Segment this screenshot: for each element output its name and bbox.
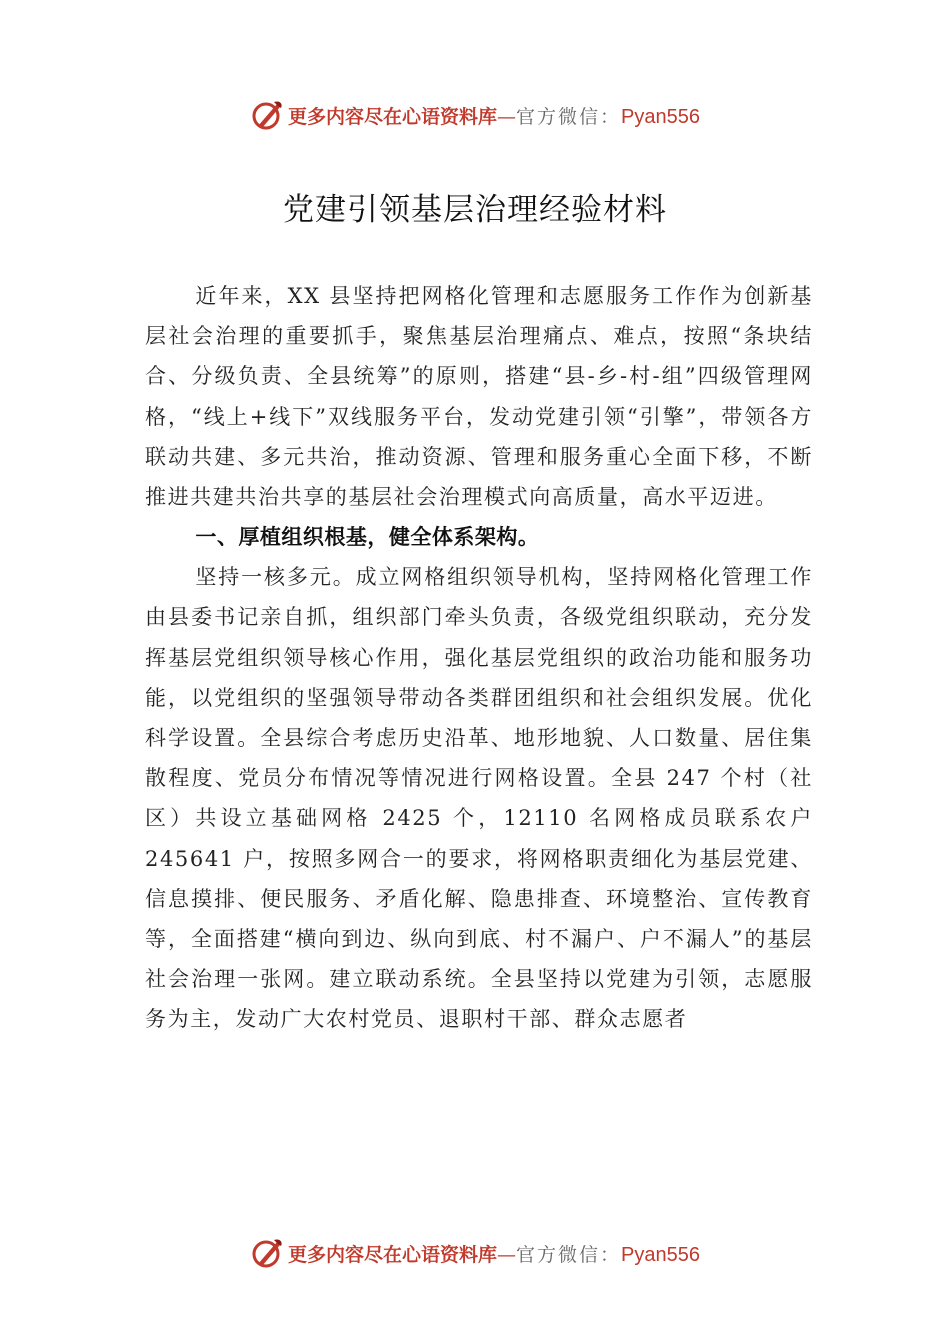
banner-wechat-id: Pyan556 bbox=[621, 1243, 700, 1266]
banner-text bbox=[288, 102, 700, 129]
banner-dash: — bbox=[497, 1243, 517, 1266]
intro-paragraph: 近年来，XX 县坚持把网格化管理和志愿服务工作作为创新基层社会治理的重要抓手，聚焦基层治理痛点、难点，按照“条块结合、分级负责、全县统筹”的原则，搭建“县-乡-村-组”四级管理网格，“线上+线下”双线服务平台，发动党建引领“引擎”，带领各方联动共建、多元共治，推动资源、管理和服务重心全面下移，不断推进共建共治共享的基层社会治理模式向高质量，高水平迈进。 bbox=[145, 284, 813, 510]
banner-wechat-label: 官方微信： bbox=[516, 105, 622, 128]
document-title: 党建引领基层治理经验材料 bbox=[283, 192, 667, 228]
banner-text bbox=[288, 1240, 700, 1267]
header-banner bbox=[0, 95, 950, 135]
quill-logo-icon bbox=[250, 98, 284, 132]
quill-logo-icon bbox=[250, 1236, 284, 1270]
banner-wechat-id: Pyan556 bbox=[621, 105, 700, 128]
banner-main-text: 更多内容尽在心语资料库 bbox=[288, 1243, 498, 1266]
section-paragraph-1: 坚持一核多元。成立网格组织领导机构，坚持网格化管理工作由县委书记亲自抓，组织部门牵头负责，各级党组织联动，充分发挥基层党组织领导核心作用，强化基层党组织的政治功能和服务功能，以党组织的坚强领导带动各类群团组织和社会组织发展。优化科学设置。全县综合考虑历史沿革、地形地貌、人口数量、居住集散程度、党员分布情况等情况进行网格设置。全县 247 个村（社区）共设立基础网格 2425 个，12110 名网格成员联系农户 245641 户，按照多网合一的要求，将网格职责细化为基层党建、信息摸排、便民服务、矛盾化解、隐患排查、环境整治、宣传教育等，全面搭建“横向到边、纵向到底、村不漏户、户不漏人”的基层社会治理一张网。建立联动系统。全县坚持以党建为引领，志愿服务为主，发动广大农村党员、退职村干部、群众志愿者 bbox=[145, 565, 813, 1032]
banner-wechat-label: 官方微信： bbox=[516, 1243, 622, 1266]
footer-banner bbox=[0, 1233, 950, 1273]
banner-main-text: 更多内容尽在心语资料库 bbox=[288, 105, 498, 128]
banner-dash: — bbox=[497, 105, 517, 128]
section-heading-1: 一、厚植组织根基，健全体系架构。 bbox=[195, 525, 540, 550]
document-body bbox=[145, 276, 813, 1040]
